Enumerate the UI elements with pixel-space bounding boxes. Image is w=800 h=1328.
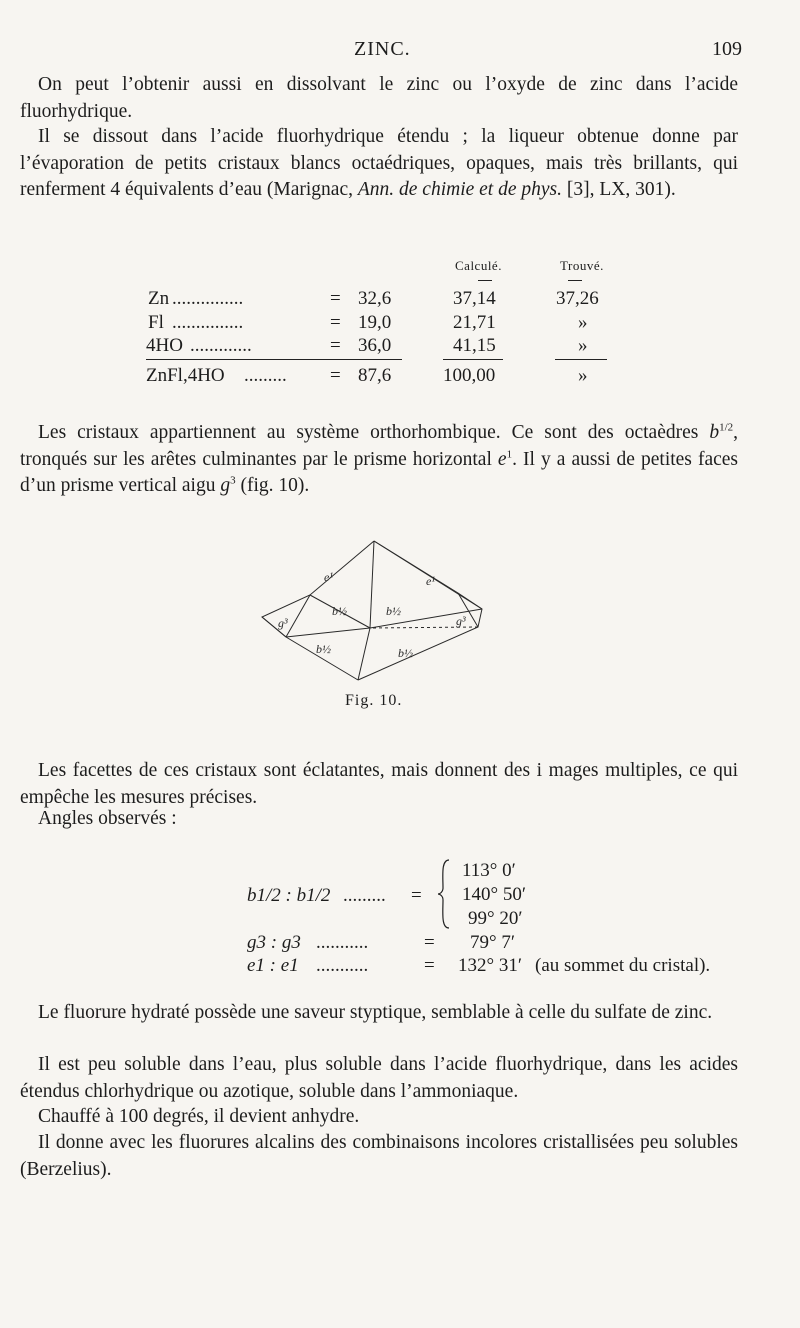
angle-label: g3 : g3 (247, 932, 301, 953)
equals-sign: = (424, 932, 435, 953)
found-cell: » (578, 365, 588, 386)
paragraph-text: Chauffé à 100 degrés, il devient anhydre. (38, 1106, 360, 1127)
angle-note: (au sommet du cristal). (535, 955, 711, 976)
paragraph-text: Angles observés : (38, 808, 177, 829)
header-dash (568, 280, 582, 281)
paragraph-text: Les facettes de ces cristaux sont éclatantes, mais donnent des i mages multiples, ce qui empêche les mesures précises. (20, 760, 738, 808)
angle-value: 79° 7′ (470, 932, 516, 953)
angles-heading (20, 806, 738, 833)
face-label-b: b½ (398, 646, 413, 660)
equals-sign: = (330, 335, 341, 356)
formula-cell: ZnFl,4HO (146, 365, 225, 386)
equals-sign: = (411, 885, 422, 906)
paragraph-text: . Il y a aussi de petites faces d’un prisme vertical aigu (20, 448, 738, 496)
paragraph-heating (20, 1104, 738, 1131)
paragraph-facets (20, 758, 738, 811)
total-rule (146, 359, 402, 360)
angle-value: 99° 20′ (468, 908, 523, 929)
page-number: 109 (712, 38, 742, 60)
face-label-b: b½ (386, 604, 401, 618)
paragraph-text: Il donne avec les fluorures alcalins des combinaisons incolores cristallisées peu solubles (Berzelius). (20, 1132, 738, 1180)
crystal-edge (358, 628, 370, 680)
leader-dots: ......... (244, 365, 287, 386)
equals-sign: = (330, 288, 341, 309)
paragraph-text: Il est peu soluble dans l’eau, plus soluble dans l’acide fluorhydrique, dans les acides étendus chlorhydrique ou azotique, soluble dans l’ammoniaque. (20, 1054, 738, 1102)
crystal-figure (250, 535, 500, 695)
formula-cell: 4HO (146, 335, 183, 356)
paragraph-text: Les cristaux appartiennent au système orthorhombique. Ce sont des octaèdres (38, 422, 710, 443)
value-cell: 36,0 (358, 335, 392, 356)
paragraph-combinations (20, 1130, 738, 1183)
crystal-edge (370, 541, 374, 628)
paragraph-text: Le fluorure hydraté possède une saveur styptique, semblable à celle du sulfate de zinc. (38, 1002, 713, 1023)
crystal-edge (286, 628, 370, 637)
face-label-g3: g³ (456, 614, 466, 628)
face-label-e1: e¹ (324, 570, 333, 584)
face-label-e1: e¹ (426, 574, 435, 588)
found-cell: 37,26 (556, 288, 599, 309)
paragraph-text: , tronqués sur les arêtes culminantes par le prisme horizontal (20, 422, 738, 470)
angle-value: 140° 50′ (462, 884, 527, 905)
paragraph-text: [3], LX, 301). (562, 179, 676, 200)
value-cell: 32,6 (358, 288, 392, 309)
calc-cell: 37,14 (453, 288, 496, 309)
leader-dots: ......... (343, 885, 386, 906)
face-label-b: b½ (332, 604, 347, 618)
paragraph-intro-1 (20, 72, 738, 125)
citation-journal: Ann. de chimie et de phys. (357, 179, 562, 200)
leader-dots: ........... (316, 955, 369, 976)
found-cell: » (578, 312, 588, 333)
calc-cell: 100,00 (443, 365, 496, 386)
leader-dots: ............... (172, 288, 244, 309)
angle-value: 132° 31′ (458, 955, 523, 976)
calc-cell: 21,71 (453, 312, 496, 333)
equals-sign: = (330, 365, 341, 386)
paragraph-text: (fig. 10). (235, 475, 310, 496)
equals-sign: = (424, 955, 435, 976)
crystal-edge (262, 541, 374, 680)
crystal-edge (286, 595, 310, 637)
notation-b: b (709, 422, 720, 443)
angle-label: e1 : e1 (247, 955, 299, 976)
value-cell: 19,0 (358, 312, 392, 333)
found-cell: » (578, 335, 588, 356)
brace (437, 858, 451, 930)
paragraph-crystals (20, 420, 738, 500)
column-header-calcule: Calculé. (455, 258, 502, 273)
total-rule (443, 359, 503, 360)
leader-dots: ........... (316, 932, 369, 953)
running-title: ZINC. (354, 38, 411, 60)
notation-g: g (220, 475, 231, 496)
notation-e: e (497, 448, 507, 470)
formula-cell: Zn (148, 288, 170, 309)
notation-b-exp: 1/2 (719, 421, 734, 434)
header-dash (478, 280, 492, 281)
face-label-b: b½ (316, 642, 331, 656)
figure-caption: Fig. 10. (345, 692, 403, 709)
paragraph-text: On peut l’obtenir aussi en dissolvant le zinc ou l’oxyde de zinc dans l’acide fluorhydrique. (20, 74, 738, 122)
angle-label: b1/2 : b1/2 (247, 885, 331, 906)
formula-cell: Fl (148, 312, 164, 333)
paragraph-text: Il se dissout dans l’acide fluorhydrique étendu ; la liqueur obtenue donne par l’évaporation de petits cristaux blancs octaédriques, opaques, mais très brillants, qui renferment 4 équivalents d’eau (Marignac, (20, 126, 738, 200)
paragraph-taste (20, 1000, 738, 1027)
angle-value: 113° 0′ (462, 860, 516, 881)
equals-sign: = (330, 312, 341, 333)
paragraph-intro-2 (20, 124, 738, 204)
notation-g-exp: 3 (230, 474, 236, 487)
column-header-trouve: Trouvé. (560, 258, 604, 273)
crystal-edge (358, 541, 482, 680)
leader-dots: ............. (190, 335, 252, 356)
leader-dots: ............... (172, 312, 244, 333)
total-rule (555, 359, 607, 360)
paragraph-solubility (20, 1052, 738, 1105)
face-label-g3: g³ (278, 616, 288, 630)
value-cell: 87,6 (358, 365, 392, 386)
notation-e-exp: 1 (506, 448, 513, 460)
calc-cell: 41,15 (453, 335, 496, 356)
